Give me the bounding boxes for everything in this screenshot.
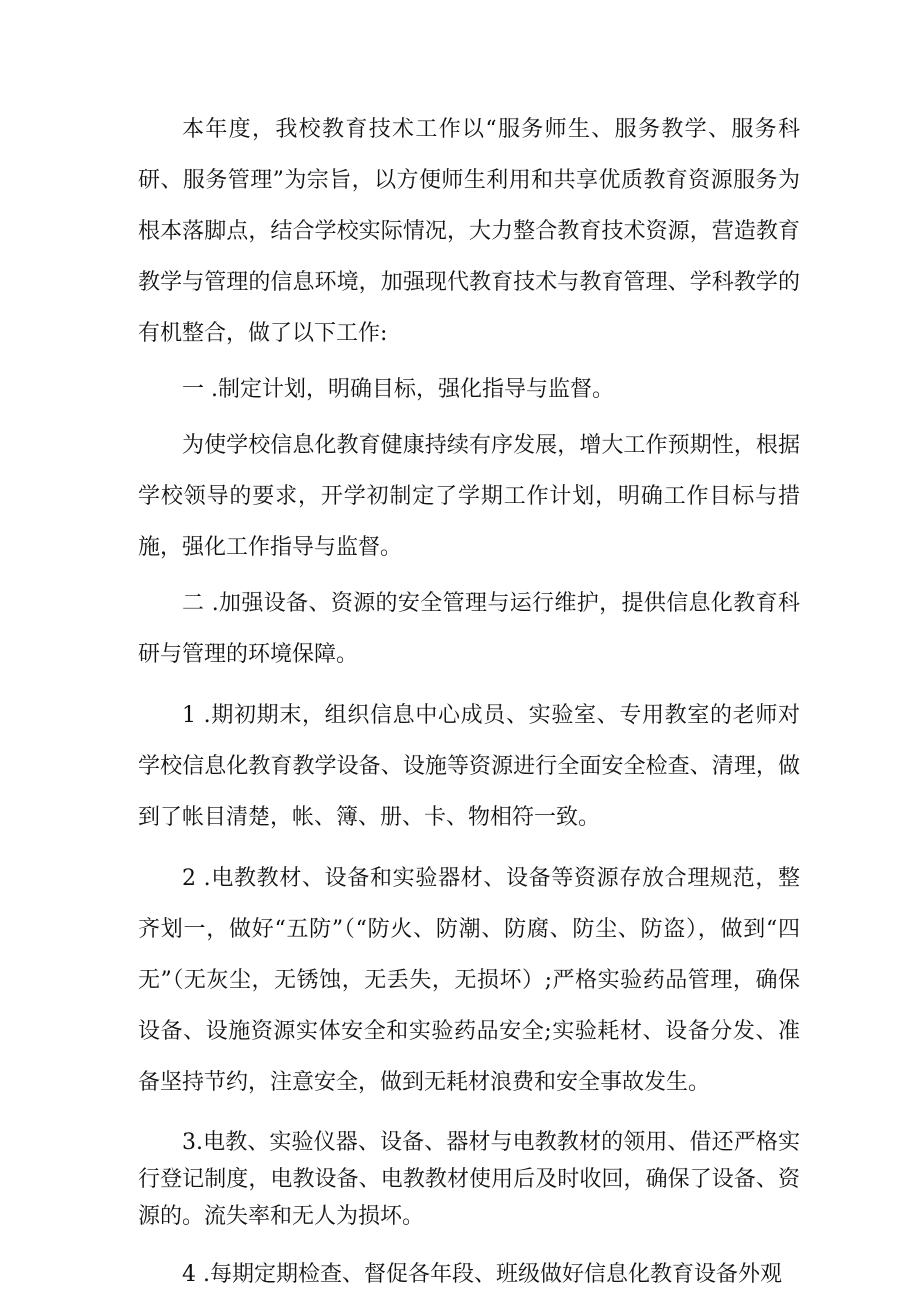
document-body bbox=[138, 104, 800, 1300]
section-heading-1: 一 .制定计划，明确目标，强化指导与监督。 bbox=[182, 377, 614, 402]
section-1-paragraph: 为使学校信息化教育健康持续有序发展，增大工作预期性，根据学校领导的要求，开学初制定了学期工作计划，明确工作目标与措施，强化工作指导与监督。 bbox=[138, 433, 800, 560]
list-item-3: 3.电教、实验仪器、设备、器材与电教教材的领用、借还严格实行登记制度，电教设备、电教教材使用后及时收回，确保了设备、资源的。流失率和无人为损坏。 bbox=[138, 1130, 800, 1229]
list-item-1: 1 .期初期末，组织信息中心成员、实验室、专用教室的老师对学校信息化教育教学设备、设施等资源进行全面安全检查、清理，做到了帐目清楚，帐、簿、册、卡、物相符一致。 bbox=[138, 703, 800, 830]
section-heading-2: 二 .加强设备、资源的安全管理与运行维护，提供信息化教育科研与管理的环境保障。 bbox=[138, 591, 800, 667]
intro-paragraph: 本年度，我校教育技术工作以“服务师生、服务教学、服务科研、服务管理”为宗旨，以方便师生利用和共享优质教育资源服务为根本落脚点，结合学校实际情况，大力整合教育技术资源，营造教育教学与管理的信息环境，加强现代教育技术与教育管理、学科教学的有机整合，做了以下工作: bbox=[138, 117, 800, 346]
list-item-2: 2 .电教教材、设备和实验器材、设备等资源存放合理规范，整齐划一，做好“五防”（“防火、防潮、防腐、防尘、防盗），做到“四无”（无灰尘，无锈蚀，无丢失，无损坏）;严格实验药品管理，确保设备、设施资源实体安全和实验药品安全;实验耗材、设备分发、准备坚持节约，注意安全，做到无耗材浪费和安全事故发生。 bbox=[138, 866, 800, 1095]
list-item-4: 4 .每期定期检查、督促各年段、班级做好信息化教育设备外观 bbox=[182, 1262, 782, 1287]
